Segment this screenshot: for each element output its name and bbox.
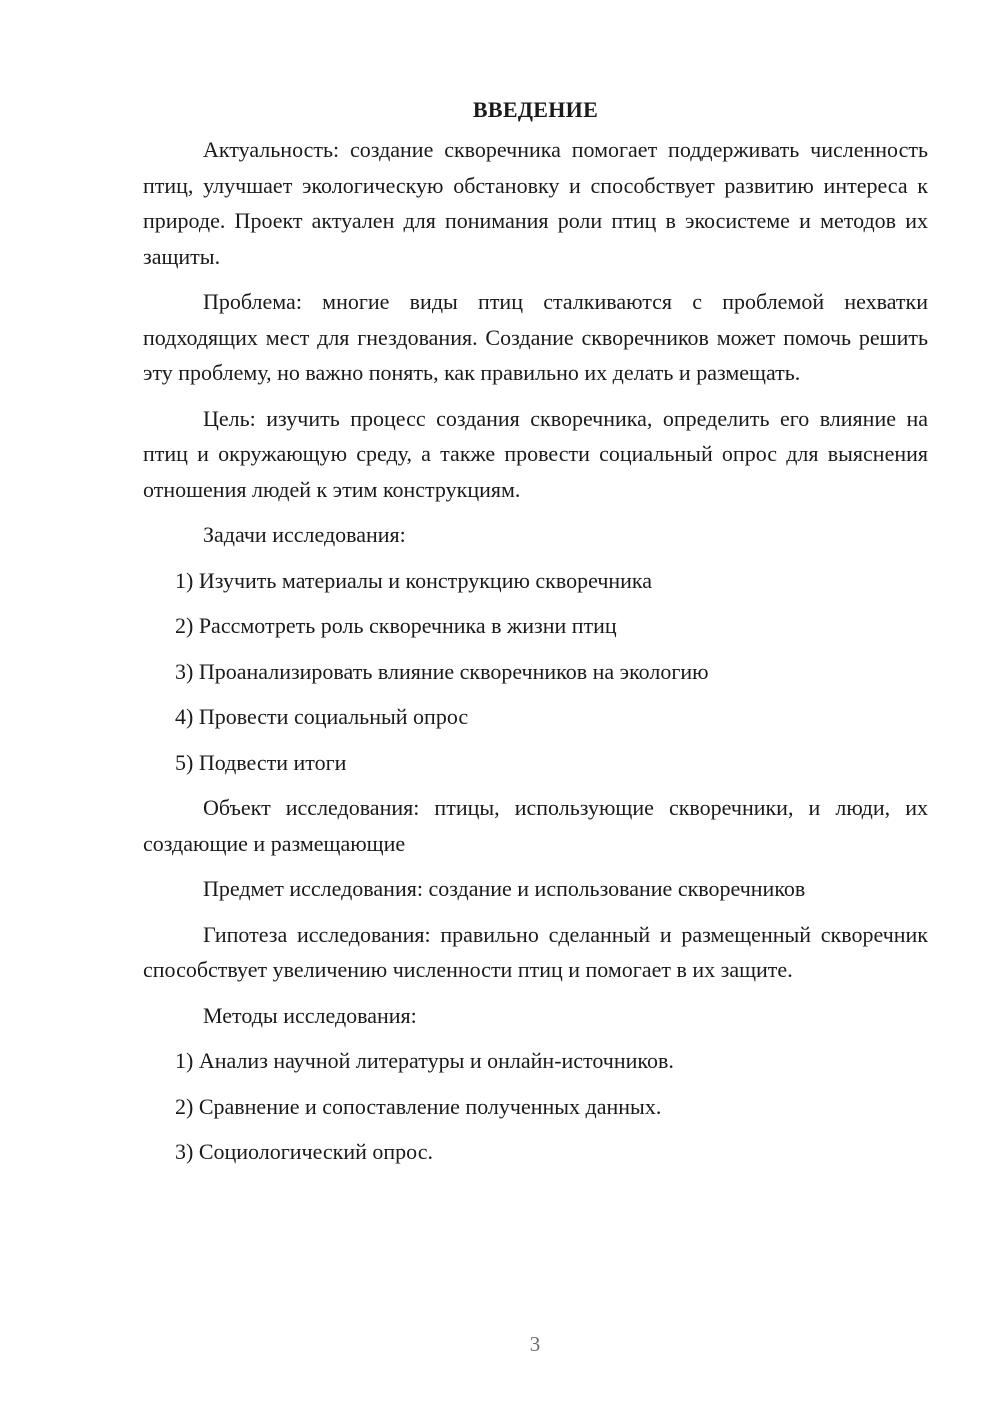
- object-paragraph: Объект исследования: птицы, использующие скворечники, и люди, их создающие и размещающие: [143, 795, 928, 856]
- task-item: 5) Подвести итоги: [175, 749, 347, 775]
- method-item: 1) Анализ научной литературы и онлайн-источников.: [175, 1048, 674, 1073]
- goal-paragraph: Цель: изучить процесс создания скворечника, определить его влияние на птиц и окружающую среду, а также провести социальный опрос для выяснения отношения людей к этим конструкциям.: [143, 405, 928, 502]
- methods-heading: Методы исследования:: [203, 1002, 417, 1028]
- subject-paragraph: Предмет исследования: создание и использование скворечников: [203, 876, 806, 901]
- page-number: 3: [529, 1332, 541, 1356]
- task-item: 3) Проанализировать влияние скворечников на экологию: [175, 658, 709, 684]
- section-title: ВВЕДЕНИЕ: [472, 97, 599, 122]
- relevance-paragraph: Актуальность: создание скворечника помогает поддерживать численность птиц, улучшает экологическую обстановку и способствует развитию интереса к природе. Проект актуален для понимания роли птиц в экосистеме и методов их защиты.: [143, 137, 928, 269]
- tasks-list: [143, 563, 928, 781]
- document-page: [143, 92, 928, 1180]
- task-item: 4) Провести социальный опрос: [175, 704, 469, 729]
- methods-list: [143, 1043, 928, 1170]
- tasks-heading: Задачи исследования:: [203, 522, 406, 547]
- task-item: 1) Изучить материалы и конструкцию скворечника: [175, 567, 653, 593]
- problem-paragraph: Проблема: многие виды птиц сталкиваются с проблемой нехватки подходящих мест для гнездования. Создание скворечников может помочь решить эту проблему, но важно понять, как правильно их делать и размещать.: [143, 289, 928, 385]
- method-item: 2) Сравнение и сопоставление полученных данных.: [175, 1093, 662, 1119]
- method-item: 3) Социологический опрос.: [175, 1139, 433, 1164]
- task-item: 2) Рассмотреть роль скворечника в жизни птиц: [175, 613, 617, 638]
- hypothesis-paragraph: Гипотеза исследования: правильно сделанный и размещенный скворечник способствует увеличению численности птиц и помогает в их защите.: [143, 921, 928, 982]
